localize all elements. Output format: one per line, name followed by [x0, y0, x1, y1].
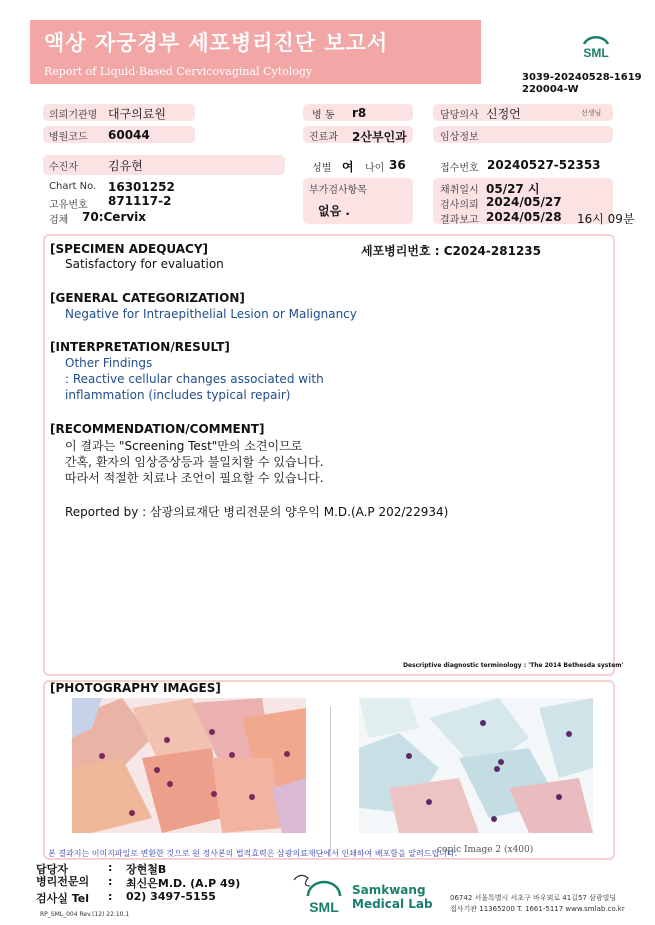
specimen-label: 검체	[49, 215, 69, 226]
id-label: 고유번호	[49, 200, 88, 211]
chart-value: 16301252	[108, 180, 175, 194]
patient-value: 김유현	[108, 159, 143, 173]
requested-value: 2024/05/27	[486, 195, 562, 209]
sex-value: 여	[342, 160, 354, 174]
rec-title: [RECOMMENDATION/COMMENT]	[50, 422, 265, 436]
doctor-value: 신정언	[486, 107, 521, 121]
reported-value: 2024/05/28	[486, 210, 562, 224]
reported-by: Reported by : 삼광의료재단 병리전문의 양우익 M.D.(A.P 202/22934)	[65, 505, 449, 519]
interp-line3: inflammation (includes typical repair)	[65, 388, 291, 402]
chart-label: Chart No.	[49, 181, 97, 192]
tel-value: 02) 3497-5155	[126, 890, 216, 903]
hospital-code-value: 60044	[108, 128, 150, 142]
sml-logo-text: SML	[583, 46, 609, 60]
rec-line3: 따라서 적절한 치료나 조언이 필요할 수 있습니다.	[65, 471, 324, 485]
form-code: RP_SML_004 Rev.(12) 22.10.1	[40, 911, 130, 918]
ward-value: r8	[352, 106, 367, 120]
pathologist-label: 병리전문의	[36, 875, 90, 888]
adequacy-text: Satisfactory for evaluation	[65, 257, 224, 271]
rec-line2: 간혹, 환자의 임상증상등과 불일치할 수 있습니다.	[65, 455, 324, 469]
photo-title: [PHOTOGRAPHY IMAGES]	[50, 681, 221, 695]
ward-label: 병 동	[312, 110, 335, 121]
reported-label: 결과보고	[440, 215, 479, 226]
staff-label: 담당자	[36, 863, 68, 876]
hospital-value: 대구의료원	[108, 107, 166, 121]
specimen-value: 70:Cervix	[82, 210, 147, 224]
rec-line1: 이 결과는 "Screening Test"만의 소견이므로	[65, 439, 303, 453]
hospital-label: 의뢰기관명	[49, 110, 98, 121]
receipt-label: 접수번호	[440, 163, 479, 174]
general-title: [GENERAL CATEGORIZATION]	[50, 291, 245, 305]
age-label: 나이	[365, 163, 385, 174]
id-value: 871117-2	[108, 194, 172, 208]
staff-colon: :	[108, 861, 113, 874]
clinical-label: 임상정보	[440, 132, 479, 143]
additional-value: 없음 .	[318, 204, 350, 218]
address-line2: 접사기관 11365200 T. 1661-5117 www.smlab.co.kr	[450, 905, 625, 913]
interp-line2: : Reactive cellular changes associated with	[65, 372, 324, 386]
report-subtitle: Report of Liquid-Based Cervicovaginal Cytology	[44, 65, 313, 78]
company-logo-icon	[290, 872, 350, 920]
svg-text:SML: SML	[309, 899, 339, 915]
doctor-label: 담당의사	[440, 110, 479, 121]
report-title: 액상 자궁경부 세포병리진단 보고서	[44, 31, 389, 55]
interp-title: [INTERPRETATION/RESULT]	[50, 340, 230, 354]
tel-colon: :	[108, 890, 113, 903]
staff-value: 장현철B	[126, 863, 167, 876]
dept-label: 진료과	[309, 132, 338, 143]
receipt-value: 20240527-52353	[487, 158, 601, 172]
age-value: 36	[389, 158, 406, 172]
adequacy-title: [SPECIMEN ADEQUACY]	[50, 242, 209, 256]
photo-divider	[330, 706, 331, 851]
additional-label: 부가검사항목	[309, 185, 367, 196]
reported-time: 16시 09분	[577, 212, 635, 226]
terminology-note: Descriptive diagnostic terminology : 'The 2014 Bethesda system'	[403, 662, 624, 669]
patient-label: 수진자	[49, 162, 78, 173]
tel-label: 검사실 Tel	[36, 892, 89, 905]
interp-line1: Other Findings	[65, 356, 153, 370]
sex-label: 성별	[312, 163, 332, 174]
pathologist-value: 최신은M.D. (A.P 49)	[126, 877, 241, 890]
collected-label: 채취일시	[440, 185, 479, 196]
general-text: Negative for Intraepithelial Lesion or Malignancy	[65, 307, 357, 321]
microscopic-image-1	[72, 698, 306, 833]
collected-value: 05/27 시	[486, 182, 540, 196]
patient-field	[43, 155, 285, 175]
address-line1: 06742 서울특별시 서초구 바우뫼로 41길57 삼광빌딩	[450, 894, 617, 902]
sml-logo-icon	[578, 32, 614, 62]
legal-notice: 본 결과지는 이미지파일로 변환한 것으로 원 정사본의 법적효력은 삼광의료재단에서 인쇄하여 배포함을 알려드립니다.	[48, 849, 458, 858]
company-name: Samkwang Medical Lab	[352, 883, 433, 911]
cyto-number: 세포병리번호 : C2024-281235	[361, 244, 541, 258]
requested-label: 검사의뢰	[440, 200, 479, 211]
report-id: 3039-20240528-1619 220004-W	[522, 72, 642, 95]
dept-value: 2산부인과	[352, 130, 407, 144]
hospital-code-label: 병원코드	[49, 132, 88, 143]
image-caption-2: copic Image 2 (x400)	[437, 845, 534, 855]
microscopic-image-2	[359, 698, 593, 833]
pathologist-colon: :	[108, 875, 113, 888]
doctor-suffix: 선생님	[581, 109, 602, 117]
